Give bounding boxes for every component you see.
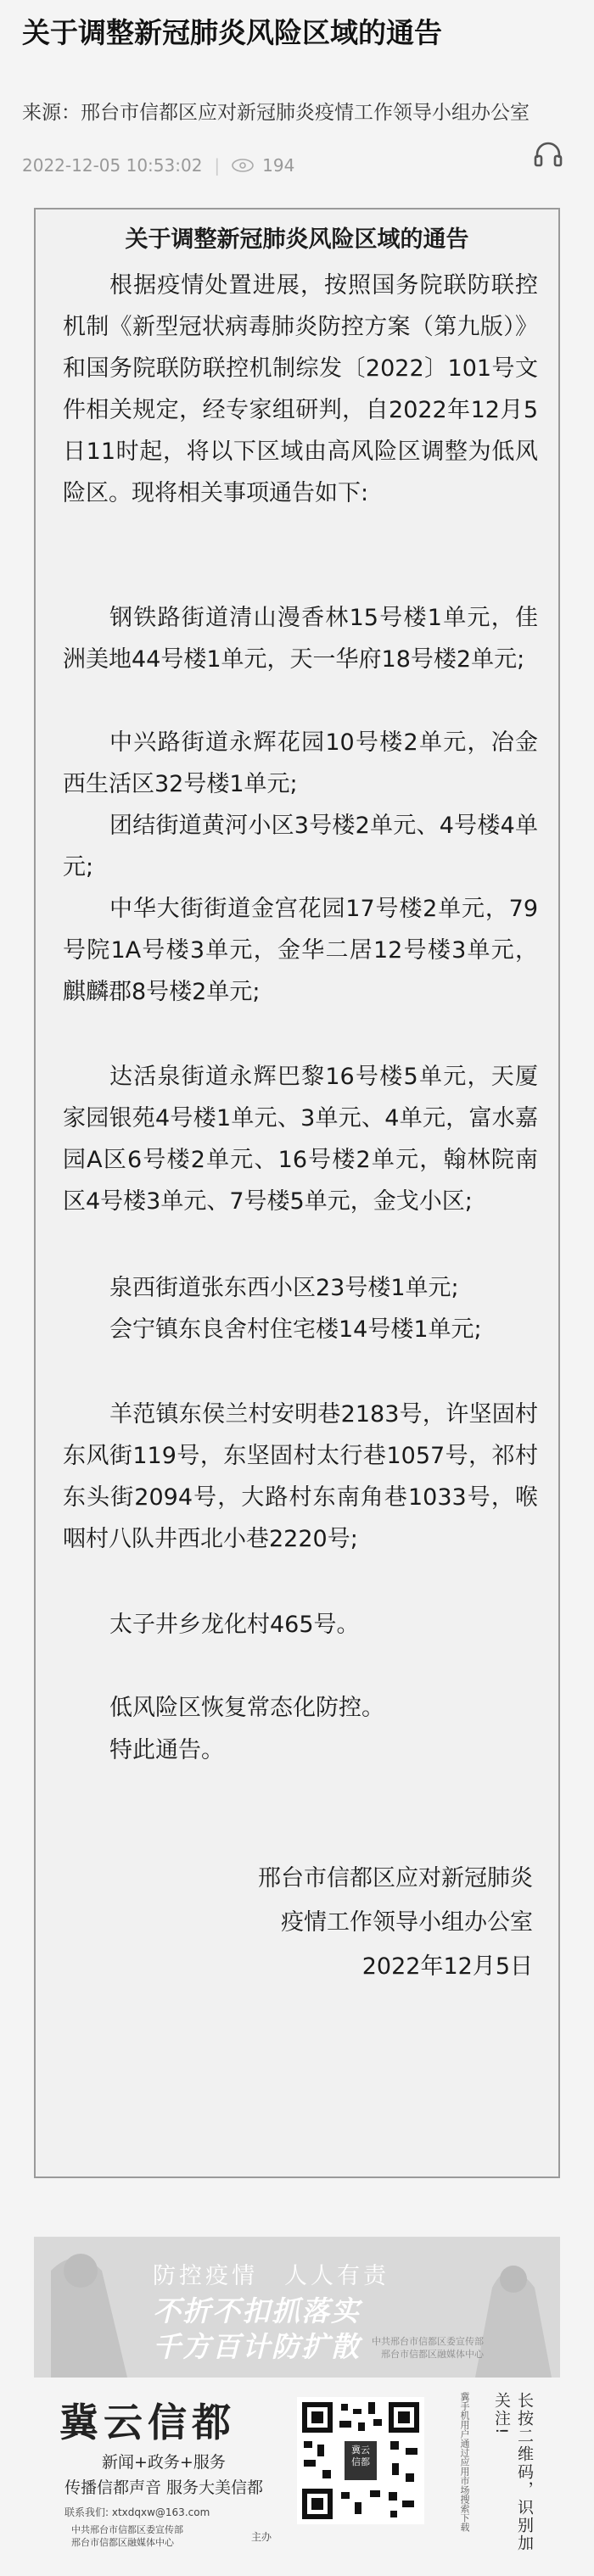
footer-org-line: 中共邢台市信都区委宣传部 — [71, 2524, 183, 2535]
area-item: 泉西街道张东西小区23号楼1单元; — [109, 1275, 459, 1301]
banner-org — [372, 2335, 484, 2361]
area-item: 达活泉街道永辉巴黎16号楼5单元，天厦家园银苑4号楼1单元、3单元、4单元，富水嘉园A区6号楼2单元、16号楼2单元，翰林院南区4号楼3单元、7号楼5单元，金戈小区; — [63, 1064, 538, 1215]
signature-org: 疫情工作领导小组办公室 — [281, 1909, 533, 1936]
sponsor-label: 主办 — [251, 2531, 272, 2543]
view-count: 194 — [262, 155, 295, 176]
article-title: 关于调整新冠肺炎风险区域的通告 — [22, 16, 442, 49]
eye-icon — [232, 159, 254, 172]
area-item: 羊范镇东侯兰村安明巷2183号，许坚固村东风街119号，东坚固村太行巷1057号，祁村东头街2094号，大路村东南角巷1033号，喉咽村八队井西北小巷2220号; — [63, 1401, 538, 1552]
area-item: 钢铁路街道清山漫香林15号楼1单元，佳洲美地44号楼1单元，天一华府18号楼2单元; — [63, 605, 538, 673]
meta-divider: | — [214, 155, 221, 176]
footer-org-line: 邢台市信都区融媒体中心 — [71, 2537, 174, 2548]
footer-org — [71, 2523, 183, 2549]
download-hint: 冀手机用户通过应用市场搜索下载 — [459, 2392, 470, 2532]
banner-slogan: 不折不扣抓落实 — [153, 2294, 361, 2327]
area-item: 太子井乡龙化村465号。 — [109, 1612, 360, 1638]
area-item: 中华大街街道金宫花园17号楼2单元，79号院1A号楼3单元，金华二居12号楼3单元，麒麟郡8号楼2单元; — [63, 896, 538, 1005]
signature-date: 2022年12月5日 — [361, 1953, 533, 1980]
qr-center-label: 冀云信都 — [351, 2445, 370, 2467]
closing-text: 特此通告。 — [109, 1737, 224, 1763]
notice-box — [34, 208, 560, 2178]
closing-text: 低风险区恢复常态化防控。 — [109, 1695, 384, 1721]
banner-slogan: 防控疫情 人人有责 — [153, 2263, 389, 2289]
signature-org: 邢台市信都区应对新冠肺炎 — [258, 1865, 533, 1891]
article-source: 来源：邢台市信都区应对新冠肺炎疫情工作领导小组办公室 — [22, 102, 530, 124]
scan-hint: 长按二维码，识别加关注! — [492, 2392, 534, 2552]
headphones-icon[interactable] — [533, 139, 563, 170]
article-meta — [22, 155, 294, 176]
footer-tagline: 新闻+政务+服务 — [102, 2453, 226, 2472]
area-item: 团结街道黄河小区3号楼2单元、4号楼4单元; — [63, 813, 538, 880]
area-item: 会宁镇东良舍村住宅楼14号楼1单元; — [109, 1316, 482, 1343]
area-item: 中兴路街道永辉花园10号楼2单元，冶金西生活区32号楼1单元; — [63, 729, 538, 797]
footer — [34, 2383, 560, 2562]
prevention-banner — [34, 2237, 560, 2378]
banner-org-line: 中共邢台市信都区委宣传部 — [372, 2336, 484, 2347]
notice-intro: 根据疫情处置进展，按照国务院联防联控机制《新型冠状病毒肺炎防控方案（第九版）》和国务院联防联控机制综发〔2022〕101号文件相关规定，经专家组研判，自2022年12月5日11时起，将以下区域由高风险区调整为低风险区。现将相关事项通告如下: — [63, 272, 538, 506]
footer-tagline: 传播信都声音 服务大美信都 — [64, 2478, 264, 2497]
banner-org-line: 邢台市信都区融媒体中心 — [381, 2349, 484, 2360]
banner-slogan: 千方百计防扩散 — [153, 2330, 361, 2363]
contact-email: 联系我们: xtxdqxw@163.com — [64, 2506, 210, 2518]
brand-logo: 冀云信都 — [59, 2400, 236, 2445]
notice-title: 关于调整新冠肺炎风险区域的通告 — [125, 226, 469, 253]
publish-date: 2022-12-05 10:53:02 — [22, 155, 203, 176]
